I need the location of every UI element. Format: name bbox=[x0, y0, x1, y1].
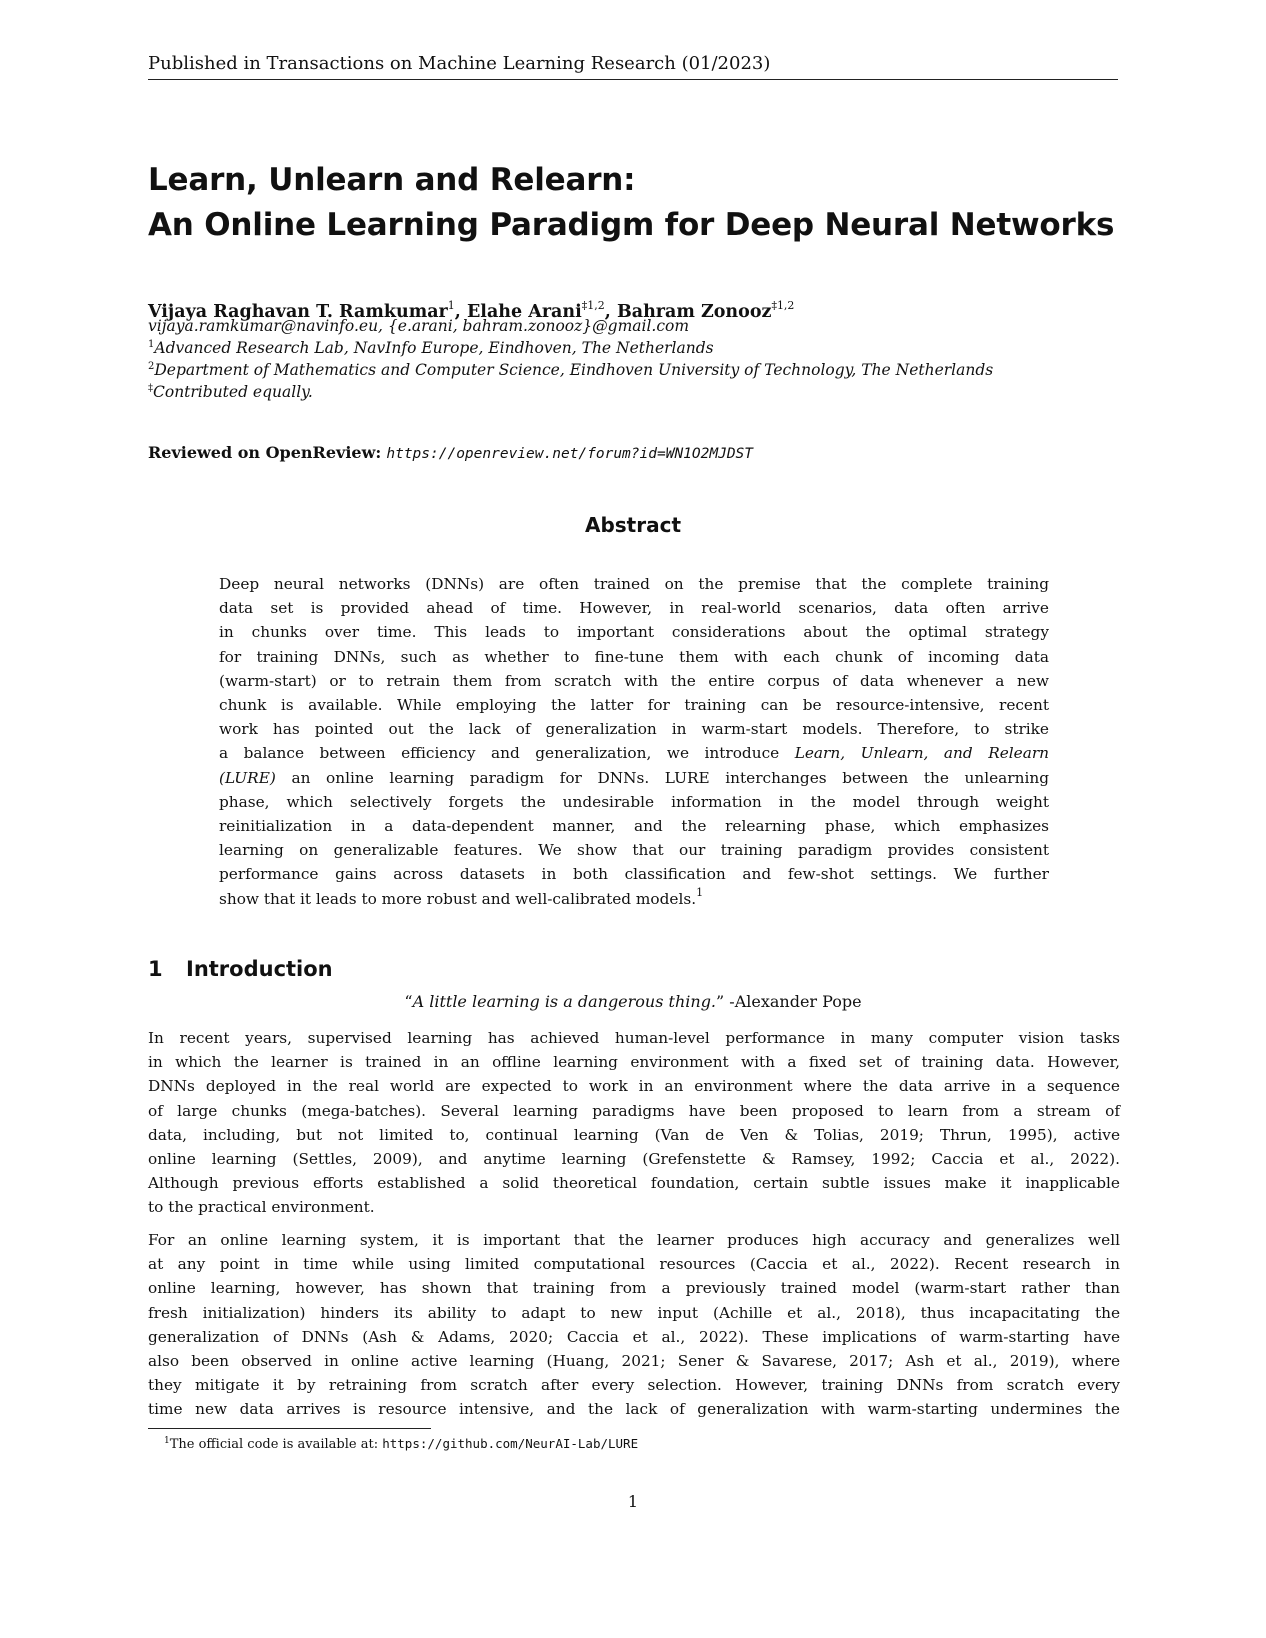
title-line-2: An Online Learning Paradigm for Deep Neural Networks bbox=[148, 207, 1115, 243]
quote-open: “ bbox=[404, 992, 413, 1011]
abstract-body bbox=[219, 572, 1049, 911]
abstract-text: a balance between efficiency and generalization, we introduce bbox=[219, 744, 795, 763]
abstract-line: data set is provided ahead of time. However, in real-world scenarios, data often arrive bbox=[219, 599, 1049, 618]
abstract-line: (warm-start) or to retrain them from scratch with the entire corpus of data whenever a new bbox=[219, 671, 1049, 690]
title-line-1: Learn, Unlearn and Relearn: bbox=[148, 162, 636, 198]
quote-attribution: ” -Alexander Pope bbox=[716, 992, 862, 1011]
quote-text: A little learning is a dangerous thing. bbox=[412, 992, 717, 1011]
footnote bbox=[164, 1434, 1064, 1455]
abstract-text: show that it leads to more robust and well-calibrated models. bbox=[219, 889, 697, 908]
method-acronym: (LURE) bbox=[219, 768, 276, 787]
equal-contribution-note bbox=[148, 381, 1148, 403]
review-line bbox=[148, 441, 1148, 466]
footnote-rule bbox=[148, 1428, 431, 1429]
author-emails: vijaya.ramkumar@navinfo.eu, {e.arani, bahram.zonooz}@gmail.com bbox=[148, 317, 690, 335]
running-header: Published in Transactions on Machine Learning Research (01/2023) bbox=[148, 53, 771, 74]
affiliation-mark: 2 bbox=[148, 361, 155, 372]
abstract-line: performance gains across datasets in both classification and few-shot settings. We further bbox=[219, 865, 1049, 884]
paragraph-line: DNNs deployed in the real world are expected to work in an environment where the data arrive in a sequence bbox=[148, 1077, 1120, 1096]
paragraph-line: online learning, however, has shown that training from a previously trained model (warm-start rather than bbox=[148, 1279, 1120, 1298]
paragraph-line: in which the learner is trained in an offline learning environment with a fixed set of training data. However, bbox=[148, 1053, 1120, 1072]
paragraph-line: data, including, but not limited to, continual learning (Van de Ven & Tolias, 2019; Thrun, 1995), active bbox=[148, 1125, 1120, 1144]
section-title: Introduction bbox=[186, 957, 333, 981]
paper-title bbox=[148, 158, 1148, 248]
footnote-ref[interactable]: 1 bbox=[696, 885, 704, 899]
abstract-line: work has pointed out the lack of generalization in warm-start models. Therefore, to strike bbox=[219, 720, 1049, 739]
paragraph-line: Although previous efforts established a solid theoretical foundation, certain subtle issues make it inapplicable bbox=[148, 1174, 1120, 1193]
abstract-line bbox=[219, 766, 1049, 790]
paragraph-line: at any point in time while using limited computational resources (Caccia et al., 2022). Recent research in bbox=[148, 1255, 1120, 1274]
epigraph bbox=[0, 990, 1266, 1014]
paragraph-line: online learning (Settles, 2009), and anytime learning (Grefenstette & Ramsey, 1992; Caccia et al., 2022). bbox=[148, 1150, 1120, 1169]
author-affiliation-mark: ‡1,2 bbox=[771, 299, 795, 312]
paragraph-line: they mitigate it by retraining from scratch after every selection. However, training DNNs from scratch every bbox=[148, 1376, 1120, 1395]
section-number: 1 bbox=[148, 957, 163, 981]
affiliation-mark: ‡ bbox=[148, 383, 153, 394]
affiliation-mark: 1 bbox=[148, 339, 155, 350]
author-affiliation-mark: 1 bbox=[447, 299, 455, 312]
footnote-text: The official code is available at: bbox=[169, 1437, 383, 1452]
abstract-line: Deep neural networks (DNNs) are often trained on the premise that the complete training bbox=[219, 575, 1049, 593]
paragraph-line: For an online learning system, it is important that the learner produces high accuracy and generalizes well bbox=[148, 1231, 1120, 1249]
paragraph-line: to the practical environment. bbox=[148, 1198, 375, 1217]
abstract-text: an online learning paradigm for DNNs. LURE interchanges between the unlearning bbox=[275, 768, 1049, 787]
abstract-line bbox=[219, 887, 1049, 911]
author-separator: , bbox=[454, 302, 467, 322]
paragraph-line: time new data arrives is resource intensive, and the lack of generalization with warm-starting undermines the bbox=[148, 1400, 1120, 1419]
abstract-line bbox=[219, 741, 1049, 765]
reviewed-label: Reviewed on OpenReview: bbox=[148, 443, 382, 462]
author-name: Bahram Zonooz bbox=[616, 302, 772, 322]
affiliation-1 bbox=[148, 337, 1148, 359]
paragraph-line: of large chunks (mega-batches). Several learning paradigms have been proposed to learn from a stream of bbox=[148, 1101, 1120, 1120]
openreview-link[interactable]: https://openreview.net/forum?id=WN1O2MJDST bbox=[386, 446, 754, 462]
affiliation-text: Contributed equally. bbox=[153, 383, 313, 401]
paragraph-line: generalization of DNNs (Ash & Adams, 2020; Caccia et al., 2022). These implications of warm-starting have bbox=[148, 1327, 1120, 1346]
affiliation-2 bbox=[148, 359, 1148, 381]
paragraph-line: fresh initialization) hinders its ability to adapt to new input (Achille et al., 2018), thus incapacitating the bbox=[148, 1303, 1120, 1322]
abstract-heading: Abstract bbox=[584, 513, 682, 537]
abstract-line: in chunks over time. This leads to important considerations about the optimal strategy bbox=[219, 623, 1049, 642]
abstract-line: reinitialization in a data-dependent manner, and the relearning phase, which emphasizes bbox=[219, 817, 1049, 836]
header-rule bbox=[148, 79, 1118, 80]
page-number: 1 bbox=[627, 1492, 639, 1511]
author-name: Vijaya Raghavan T. Ramkumar bbox=[148, 302, 448, 322]
abstract-line: chunk is available. While employing the latter for training can be resource-intensive, recent bbox=[219, 696, 1049, 715]
author-name: Elahe Arani bbox=[466, 302, 582, 322]
section-heading-introduction bbox=[148, 954, 333, 984]
method-name: Learn, Unlearn, and Relearn bbox=[794, 744, 1050, 763]
code-repository-link[interactable]: https://github.com/NeurAI-Lab/LURE bbox=[382, 1436, 639, 1451]
paragraph-line: also been observed in online active learning (Huang, 2021; Sener & Savarese, 2017; Ash et al., 2019), where bbox=[148, 1352, 1120, 1371]
author-separator: , bbox=[604, 302, 617, 322]
abstract-line: phase, which selectively forgets the undesirable information in the model through weight bbox=[219, 792, 1049, 811]
abstract-line: learning on generalizable features. We show that our training paradigm provides consistent bbox=[219, 841, 1049, 860]
author-affiliation-mark: ‡1,2 bbox=[581, 299, 605, 312]
paragraph-line: In recent years, supervised learning has achieved human-level performance in many computer vision tasks bbox=[148, 1029, 1120, 1047]
abstract-line: for training DNNs, such as whether to fine-tune them with each chunk of incoming data bbox=[219, 647, 1049, 666]
footnote-mark: 1 bbox=[164, 1436, 170, 1446]
intro-paragraph-1 bbox=[148, 1026, 1120, 1220]
intro-paragraph-2 bbox=[148, 1228, 1120, 1422]
affiliation-text: Advanced Research Lab, NavInfo Europe, Eindhoven, The Netherlands bbox=[154, 339, 714, 357]
affiliation-text: Department of Mathematics and Computer Science, Eindhoven University of Technology, The Netherlands bbox=[154, 361, 994, 379]
